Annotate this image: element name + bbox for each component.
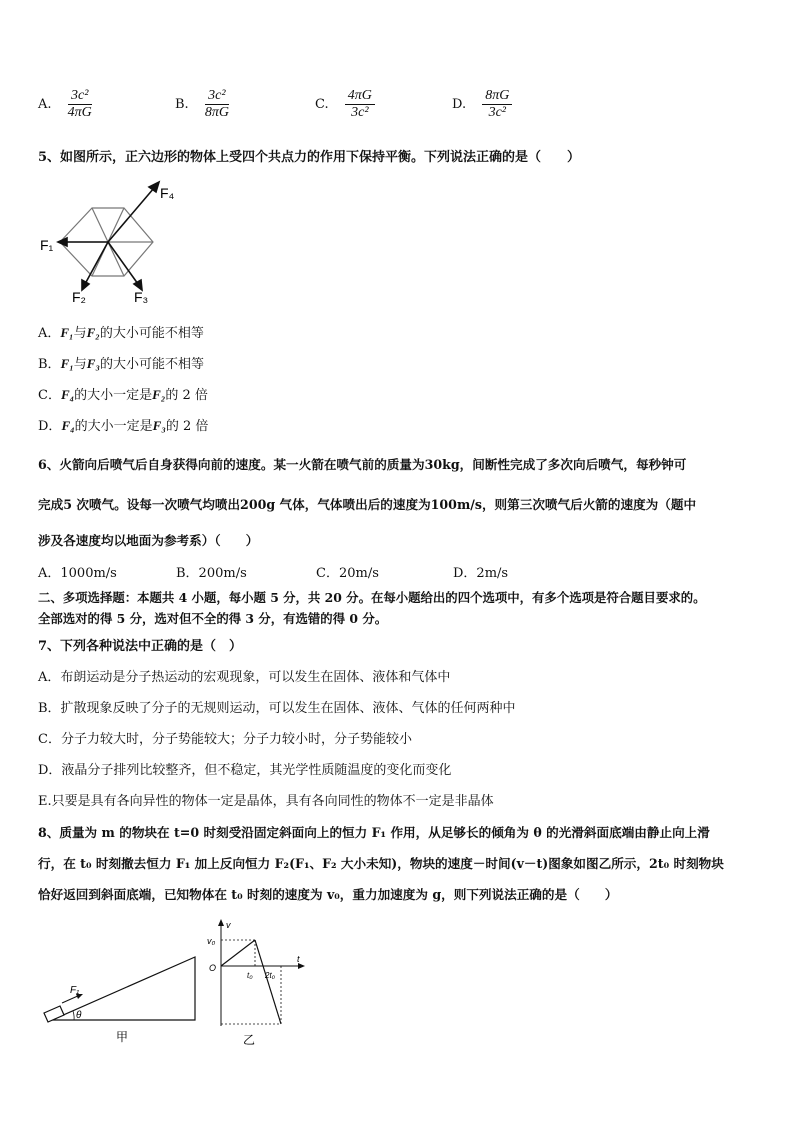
angle-label: θ xyxy=(76,1010,82,1021)
incline-figure xyxy=(40,945,200,1045)
f1-arrowhead xyxy=(58,238,67,246)
q6-line-3: 涉及各速度均以地面为参考系）（ ） xyxy=(38,533,259,548)
q5-option-b: B．F₁与F₃的大小可能不相等 xyxy=(38,356,204,372)
fraction: $\frac{\text{3c²}}{8\pi G}$ xyxy=(204,88,229,120)
q6-option-a: A．1000m/s xyxy=(38,566,117,581)
f1-label: F₁ xyxy=(40,237,54,253)
q5-option-c: C．F₄的大小一定是F₂的 2 倍 xyxy=(38,387,208,403)
f4-arrow xyxy=(108,188,154,242)
angle-arc xyxy=(73,1011,74,1020)
q5-hexagon-figure xyxy=(38,178,178,304)
q7-option-a: A．布朗运动是分子热运动的宏观现象，可以发生在固体、液体和气体中 xyxy=(38,670,451,685)
t-label: t xyxy=(297,954,300,964)
fraction: $\frac{8\pi G}{\text{3c²}}$ xyxy=(482,88,512,121)
q5-stem: 5、如图所示，正六边形的物体上受四个共点力的作用下保持平衡。下列说法正确的是（ ） xyxy=(38,150,581,165)
f4-label: F₄ xyxy=(160,185,175,201)
q8-line-3: 恰好返回到斜面底端，已知物体在 t₀ 时刻的速度为 v₀，重力加速度为 g，则下列说法正确的是（ ） xyxy=(38,887,618,902)
section-2-line-2: 全部选对的得 5 分，选对但不全的得 3 分，有选错的得 0 分。 xyxy=(38,611,388,626)
v-axis-arrowhead xyxy=(218,919,224,926)
q6-option-d: D．2m/s xyxy=(453,566,509,581)
decelerate-segment xyxy=(255,940,281,1024)
v0-label: v₀ xyxy=(207,936,216,946)
f1-label: F₁ xyxy=(70,985,80,996)
figure-caption-yi: 乙 xyxy=(243,1033,256,1047)
2t0-label: 2t₀ xyxy=(265,971,276,980)
q6-option-b: B．200m/s xyxy=(176,566,247,581)
q4-options xyxy=(38,88,738,132)
q7-option-b: B．扩散现象反映了分子的无规则运动，可以发生在固体、液体、气体的任何两种中 xyxy=(38,701,516,716)
q7-option-c: C．分子力较大时，分子势能较大；分子力较小时，分子势能较小 xyxy=(38,732,412,747)
f3-arrow xyxy=(108,242,138,284)
q7-option-d: D．液晶分子排列比较整齐，但不稳定，其光学性质随温度的变化而变化 xyxy=(38,763,452,778)
q5-option-d: D．F₄的大小一定是F₃的 2 倍 xyxy=(38,418,209,434)
q4-option-a: A. $\frac{\text{3c²}}{4\pi G}$ xyxy=(38,88,92,120)
fraction: $\frac{\text{3c²}}{4\pi G}$ xyxy=(67,88,92,120)
q6-option-c: C．20m/s xyxy=(316,566,379,581)
q6-line-1: 6、火箭向后喷气后自身获得向前的速度。某一火箭在喷气前的质量为30kg，间断性完成了多次向后喷气，每秒钟可 xyxy=(38,457,687,472)
q6-line-2: 完成5 次喷气。设每一次喷气均喷出200g 气体，气体喷出后的速度为100m/s，则第三次喷气后火箭的速度为（题中 xyxy=(38,497,697,512)
q5-option-a: A．F₁与F₂的大小可能不相等 xyxy=(38,325,204,341)
q7-stem: 7、下列各种说法中正确的是（ ） xyxy=(38,639,243,654)
f4-arrowhead xyxy=(149,182,159,192)
q8-line-1: 8、质量为 m 的物块在 t=0 时刻受沿固定斜面向上的恒力 F₁ 作用，从足够长的倾角为 θ 的光滑斜面底端由静止向上滑 xyxy=(38,825,710,840)
t0-label: t₀ xyxy=(247,971,253,980)
figure-caption-jia: 甲 xyxy=(116,1030,129,1044)
f2-arrow xyxy=(85,242,108,284)
fraction: $\frac{4\pi G}{\text{3c²}}$ xyxy=(345,88,375,121)
v-label: v xyxy=(226,920,231,930)
origin-label: O xyxy=(209,963,217,973)
q4-option-d: D. $\frac{8\pi G}{\text{3c²}}$ xyxy=(452,88,512,121)
vt-graph-figure xyxy=(203,918,313,1048)
f2-label: F₂ xyxy=(72,289,86,304)
q4-option-c: C. $\frac{4\pi G}{\text{3c²}}$ xyxy=(315,88,375,121)
q7-option-e: E.只要是具有各向异性的物体一定是晶体，具有各向同性的物体不一定是非晶体 xyxy=(38,794,494,809)
accelerate-segment xyxy=(221,940,255,966)
q8-line-2: 行，在 t₀ 时刻撤去恒力 F₁ 加上反向恒力 F₂(F₁、F₂ 大小未知)，物块的速度－时间(v－t)图象如图乙所示，2t₀ 时刻物块 xyxy=(38,856,724,871)
q4-option-b: B. $\frac{\text{3c²}}{8\pi G}$ xyxy=(175,88,229,120)
f3-label: F₃ xyxy=(134,289,149,304)
section-2-line-1: 二、多项选择题：本题共 4 小题，每小题 5 分，共 20 分。在每小题给出的四个选项中，有多个选项是符合题目要求的。 xyxy=(38,590,706,605)
